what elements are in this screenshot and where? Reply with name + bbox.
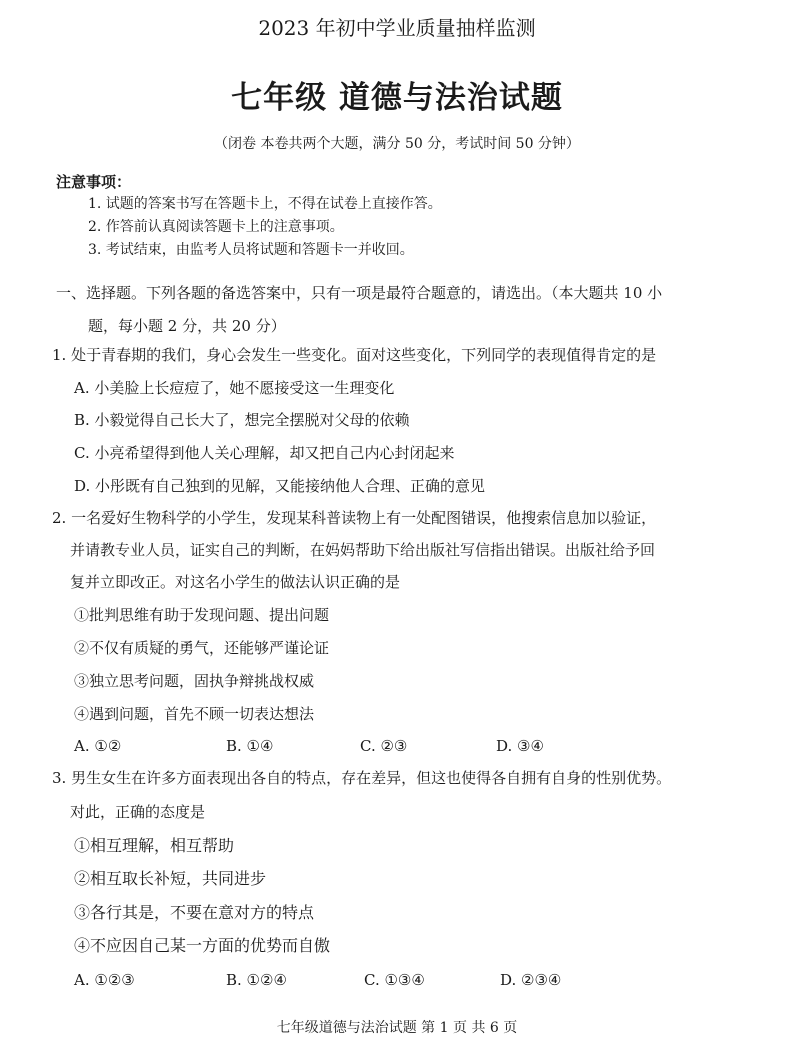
question-3-choice-a: A. ①②③ [74, 971, 135, 989]
question-2-choice-c: C. ②③ [360, 737, 408, 755]
question-2-choice-b: B. ①④ [226, 737, 274, 755]
question-3-statement-3: ③各行其是，不要在意对方的特点 [74, 903, 315, 922]
note-item: 3. 考试结束，由监考人员将试题和答题卡一并收回。 [88, 242, 414, 258]
question-1-option-b: B. 小毅觉得自己长大了，想完全摆脱对父母的依赖 [74, 411, 410, 429]
question-3-choice-c: C. ①③④ [364, 971, 425, 989]
note-item: 1. 试题的答案书写在答题卡上，不得在试卷上直接作答。 [88, 196, 442, 212]
question-3-choice-d: D. ②③④ [500, 971, 562, 989]
question-3-statement-2: ②相互取长补短，共同进步 [74, 869, 267, 888]
question-2-stem: 2. 一名爱好生物科学的小学生，发现某科普读物上有一处配图错误，他搜索信息加以验证， [52, 509, 657, 527]
question-1-option-a: A. 小美脸上长痘痘了，她不愿接受这一生理变化 [74, 379, 395, 397]
question-3-statement-4: ④不应因自己某一方面的优势而自傲 [74, 936, 331, 955]
question-2-choice-d: D. ③④ [496, 737, 544, 755]
question-3-stem: 3. 男生女生在许多方面表现出各自的特点，存在差异，但这也使得各自拥有自身的性别优势。 [52, 769, 672, 787]
question-1-option-c: C. 小亮希望得到他人关心理解，却又把自己内心封闭起来 [74, 444, 455, 462]
page-title: 七年级 道德与法治试题 [231, 80, 563, 116]
question-2-statement-1: ①批判思维有助于发现问题、提出问题 [74, 606, 330, 624]
question-2-choice-a: A. ①② [74, 737, 122, 755]
section-heading-cont: 题，每小题 2 分，共 20 分） [88, 317, 286, 335]
question-2-stem-cont: 复并立即改正。对这名小学生的做法认识正确的是 [70, 573, 401, 591]
question-1-option-d: D. 小彤既有自己独到的见解，又能接纳他人合理、正确的意见 [74, 477, 486, 495]
exam-subtitle: （闭卷 本卷共两个大题，满分 50 分，考试时间 50 分钟） [214, 136, 580, 152]
question-2-stem-cont: 并请教专业人员，证实自己的判断，在妈妈帮助下给出版社写信指出错误。出版社给予回 [70, 541, 656, 559]
notes-heading: 注意事项： [56, 173, 132, 191]
exam-name: 2023 年初中学业质量抽样监测 [258, 16, 536, 40]
question-2-statement-2: ②不仅有质疑的勇气，还能够严谨论证 [74, 639, 330, 657]
question-2-statement-4: ④遇到问题，首先不顾一切表达想法 [74, 705, 315, 723]
question-2-statement-3: ③独立思考问题，固执争辩挑战权威 [74, 672, 315, 690]
question-1-stem: 1. 处于青春期的我们，身心会发生一些变化。面对这些变化，下列同学的表现值得肯定的是 [52, 346, 657, 364]
question-3-statement-1: ①相互理解，相互帮助 [74, 836, 235, 855]
section-heading: 一、选择题。下列各题的备选答案中，只有一项是最符合题意的，请选出。（本大题共 10 小 [56, 284, 663, 302]
question-3-choice-b: B. ①②④ [226, 971, 287, 989]
question-3-stem-cont: 对此，正确的态度是 [70, 803, 206, 821]
page-footer: 七年级道德与法治试题 第 1 页 共 6 页 [276, 1020, 518, 1036]
note-item: 2. 作答前认真阅读答题卡上的注意事项。 [88, 219, 344, 235]
